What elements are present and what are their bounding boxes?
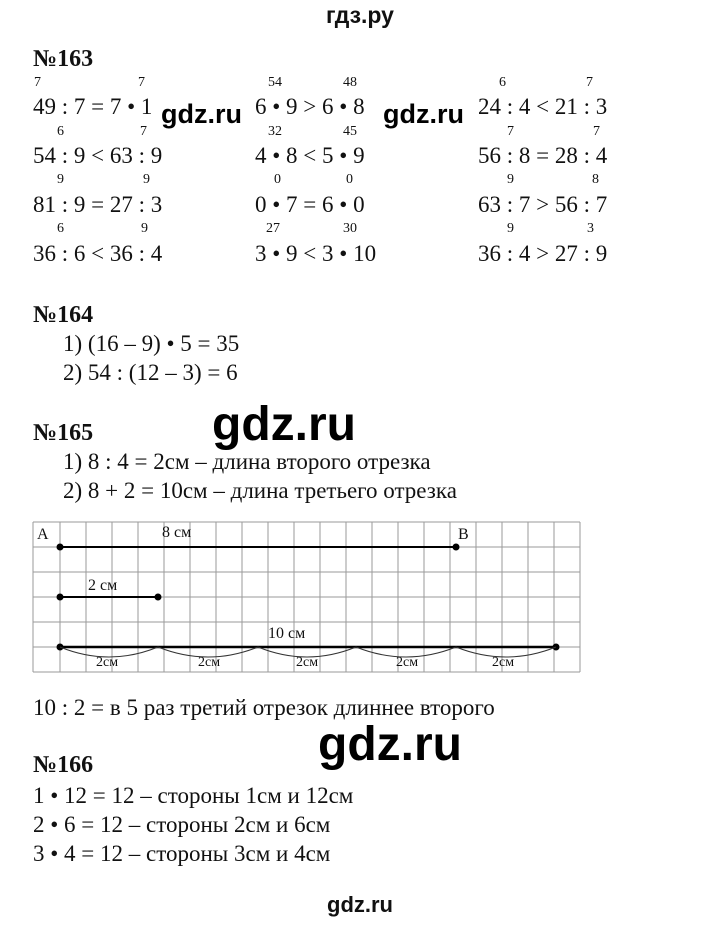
row3-col2-expr: 36 : 4 > 27 : 9 [478,241,608,266]
task-166-line-2: 2 • 6 = 12 – стороны 2см и 6см [33,812,331,837]
arc-label-3: 2см [296,655,319,670]
row1-col1-sup-left: 32 [268,124,282,139]
row3-col0-sup-left: 6 [57,221,64,236]
segment-10cm-length-label: 10 см [268,625,306,642]
point-b-label: B [458,526,469,543]
row1-col2-expr: 56 : 8 = 28 : 4 [478,143,608,168]
row2-col2-expr: 63 : 7 > 56 : 7 [478,192,608,217]
segment-2cm-length-label: 2 см [88,577,118,594]
site-footer: gdz.ru [327,892,393,917]
point-b-dot [453,544,460,551]
point-a-label: A [37,526,49,543]
task-166-line-1: 1 • 12 = 12 – стороны 1см и 12см [33,783,354,808]
watermark-4: gdz.ru [318,718,462,771]
row1-col1-sup-right: 45 [343,124,357,139]
row2-col1-expr: 0 • 7 = 6 • 0 [255,192,365,217]
row0-col2-expr: 24 : 4 < 21 : 3 [478,94,608,119]
row3-col0-expr: 36 : 6 < 36 : 4 [33,241,163,266]
task-166-line-3: 3 • 4 = 12 – стороны 3см и 4см [33,841,331,866]
row0-col0-sup-right: 7 [138,75,145,90]
row2-col0-sup-right: 9 [143,172,150,187]
task-164-line-1: 1) (16 – 9) • 5 = 35 [63,331,240,356]
row1-col0-sup-right: 7 [140,124,147,139]
row1-col0-sup-left: 6 [57,124,64,139]
row2-col0-sup-left: 9 [57,172,64,187]
row0-col1-sup-right: 48 [343,75,357,90]
row1-col2-sup-right: 7 [593,124,600,139]
segment-ab-length-label: 8 см [162,524,192,541]
row2-col2-sup-right: 8 [592,172,599,187]
row2-col0-expr: 81 : 9 = 27 : 3 [33,192,163,217]
row3-col1-sup-left: 27 [266,221,280,236]
task-165-line-1: 1) 8 : 4 = 2см – длина второго отрезка [63,449,431,474]
watermark-3: gdz.ru [212,398,356,451]
row0-col1-expr: 6 • 9 > 6 • 8 [255,94,365,119]
row0-col2-sup-left: 6 [499,75,506,90]
point-a-dot [57,544,64,551]
watermark-1: gdz.ru [161,99,242,129]
arc-label-4: 2см [396,655,419,670]
segment-2cm-start-dot [57,594,64,601]
task-165-line-2: 2) 8 + 2 = 10см – длина третьего отрезка [63,478,457,503]
row0-col2-sup-right: 7 [586,75,593,90]
arc-label-5: 2см [492,655,515,670]
row3-col0-sup-right: 9 [141,221,148,236]
task-165-conclusion: 10 : 2 = в 5 раз третий отрезок длиннее второго [33,695,495,720]
row0-col0-sup-left: 7 [34,75,41,90]
site-header: гдз.ру [326,2,394,28]
row1-col2-sup-left: 7 [507,124,514,139]
watermark-2: gdz.ru [383,99,464,129]
task-164-line-2: 2) 54 : (12 – 3) = 6 [63,360,238,385]
task-164-title: №164 [33,302,94,328]
row1-col1-expr: 4 • 8 < 5 • 9 [255,143,365,168]
row3-col1-sup-right: 30 [343,221,357,236]
row1-col0-expr: 54 : 9 < 63 : 9 [33,143,163,168]
task-165-title: №165 [33,420,94,446]
row3-col1-expr: 3 • 9 < 3 • 10 [255,241,377,266]
segment-2cm-end-dot [155,594,162,601]
arc-label-2: 2см [198,655,221,670]
row2-col2-sup-left: 9 [507,172,514,187]
arc-label-1: 2см [96,655,119,670]
row0-col0-expr: 49 : 7 = 7 • 1 [33,94,153,119]
task-166-title: №166 [33,752,94,778]
row3-col2-sup-right: 3 [587,221,594,236]
row3-col2-sup-left: 9 [507,221,514,236]
row2-col1-sup-right: 0 [346,172,353,187]
task-163-title: №163 [33,46,94,72]
row2-col1-sup-left: 0 [274,172,281,187]
row0-col1-sup-left: 54 [268,75,282,90]
